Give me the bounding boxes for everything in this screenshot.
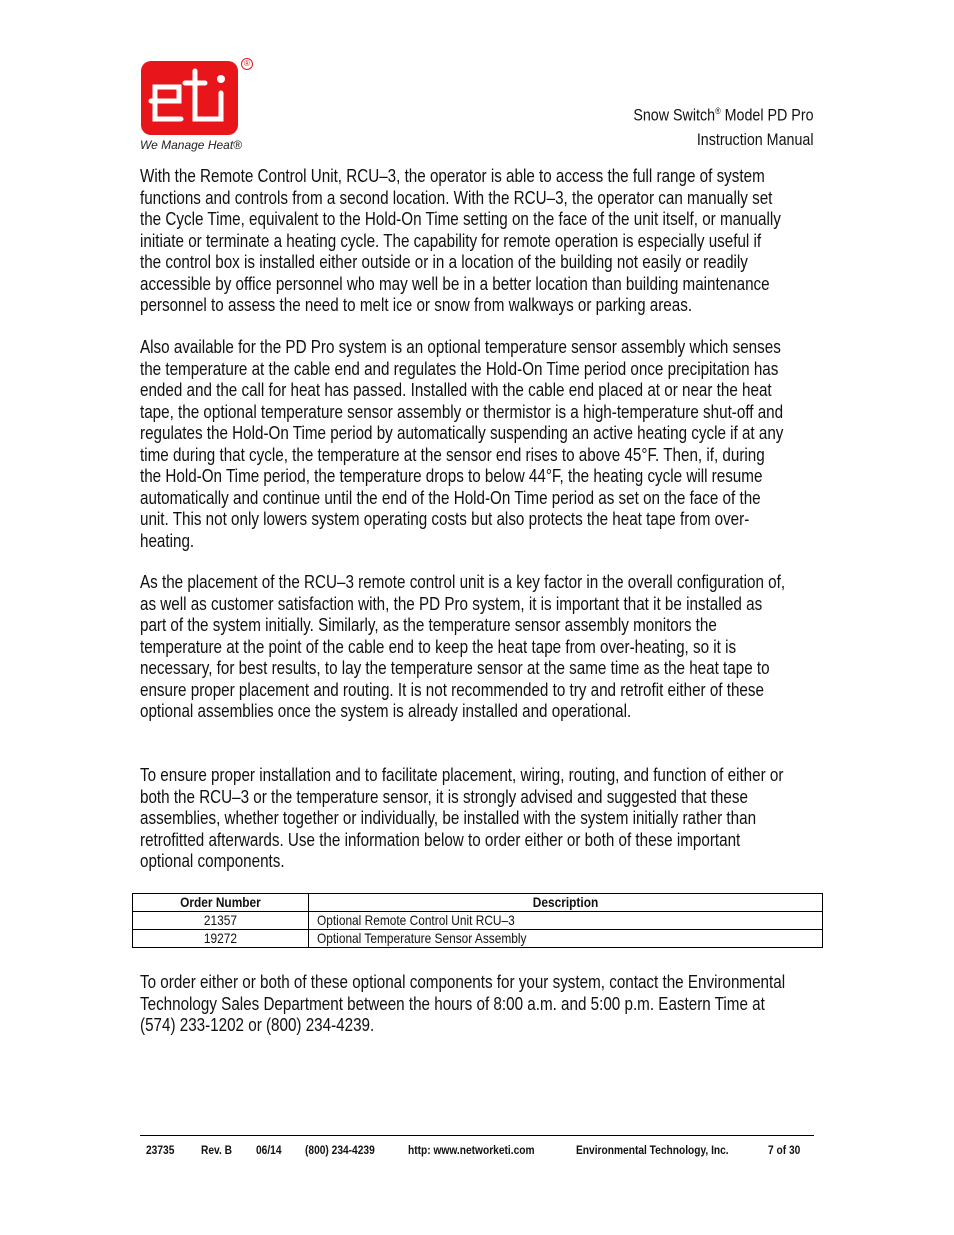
paragraph-placement [140, 572, 903, 723]
text-line: the temperature at the cable end and regulates the Hold-On Time period once precipitation has [140, 358, 779, 379]
paragraph-installation [140, 765, 901, 873]
text-line: the Cycle Time, equivalent to the Hold-On Time setting on the face of the unit itself, or manually [140, 209, 781, 229]
eti-logo-mark [141, 61, 238, 135]
text-line: ensure proper placement and routing. It is not recommended to try and retrofit either of these [140, 679, 764, 700]
text-line: necessary, for best results, to lay the temperature sensor at the same time as the heat tape to [140, 658, 770, 678]
text-line: tape, the optional temperature sensor assembly or thermistor is a high-temperature shut-off and [140, 401, 784, 422]
text-line: functions and controls from a second location. With the RCU–3, the operator can manually set [140, 187, 773, 208]
text-line: To order either or both of these optional components for your system, contact the Environmental [140, 972, 786, 992]
text-line: regulates the Hold-On Time period by automatically suspending an active heating cycle if at any [140, 423, 784, 443]
paragraph-temperature-sensor [140, 337, 901, 552]
text-line: With the Remote Control Unit, RCU–3, the operator is able to access the full range of system [140, 166, 765, 186]
text-line: accessible by office personnel who may well be in a better location than building maintenance [140, 273, 770, 294]
order-number: 19272 [133, 930, 309, 948]
description: Optional Remote Control Unit RCU–3 [309, 912, 823, 930]
paragraph-rcu [140, 166, 898, 317]
product-name: Snow Switch [633, 105, 716, 125]
text-line: assemblies, whether together or individually, be installed with the system initially rather than [140, 808, 757, 828]
text-line: Also available for the PD Pro system is an optional temperature sensor assembly which senses [140, 337, 781, 357]
eti-logo [141, 61, 238, 135]
footer-doc-number: 23735 [146, 1143, 175, 1157]
document-header [634, 99, 814, 152]
footer-phone: (800) 234-4239 [305, 1143, 375, 1157]
text-line: To ensure proper installation and to facilitate placement, wiring, routing, and function of either or [140, 765, 784, 785]
table-row [133, 930, 823, 948]
footer-divider [140, 1135, 814, 1136]
text-line: optional assemblies once the system is already installed and operational. [140, 701, 632, 721]
text-line: As the placement of the RCU–3 remote control unit is a key factor in the overall configuration of, [140, 572, 786, 592]
footer-company: Environmental Technology, Inc. [576, 1143, 729, 1157]
order-table [132, 893, 823, 948]
text-line: heating. [140, 530, 195, 551]
paragraph-ordering [140, 972, 903, 1037]
text-line: ended and the call for heat has passed. Installed with the cable end placed at or near the heat [140, 380, 772, 400]
text-line: the control box is installed either outside or in a location of the building not easily or readily [140, 252, 748, 272]
text-line: automatically and continue until the end of the Hold-On Time period as set on the face of the [140, 487, 761, 508]
product-model: Model PD Pro [721, 105, 814, 125]
description: Optional Temperature Sensor Assembly [309, 930, 823, 948]
table-row [133, 912, 823, 930]
logo-tagline: We Manage Heat® [140, 138, 243, 152]
text-line: as well as customer satisfaction with, the PD Pro system, it is important that it be installed as [140, 593, 763, 614]
footer-page-number: 7 of 30 [768, 1143, 801, 1157]
text-line: (574) 233-1202 or (800) 234-4239. [140, 1015, 375, 1035]
text-line: retrofitted afterwards. Use the information below to order either or both of these important [140, 829, 741, 850]
text-line: initiate or terminate a heating cycle. The capability for remote operation is especially useful if [140, 230, 762, 251]
text-line: time during that cycle, the temperature at the sensor end rises to above 45°F. Then, if, during [140, 444, 765, 465]
footer-url[interactable]: http: www.networketi.com [408, 1143, 535, 1157]
text-line: temperature at the point of the cable end to keep the heat tape from over-heating, so it is [140, 636, 737, 657]
footer-revision: Rev. B [201, 1143, 232, 1157]
text-line: Technology Sales Department between the hours of 8:00 a.m. and 5:00 p.m. Eastern Time at [140, 993, 765, 1014]
order-number: 21357 [133, 912, 309, 930]
manual-title: Instruction Manual [697, 129, 814, 149]
footer-date: 06/14 [256, 1143, 282, 1157]
text-line: both the RCU–3 or the temperature sensor, it is strongly advised and suggested that these [140, 786, 748, 807]
header-description: Description [309, 894, 823, 912]
text-line: personnel to assess the need to melt ice or snow from walkways or parking areas. [140, 295, 693, 315]
registered-mark: ® [241, 58, 253, 70]
text-line: part of the system initially. Similarly, as the temperature sensor assembly monitors the [140, 615, 717, 635]
registered-sup: ® [715, 106, 722, 116]
text-line: unit. This not only lowers system operating costs but also protects the heat tape from over- [140, 509, 750, 529]
header-order-number: Order Number [133, 894, 309, 912]
text-line: optional components. [140, 851, 285, 871]
text-line: the Hold-On Time period, the temperature drops to below 44°F, the heating cycle will resume [140, 466, 763, 486]
